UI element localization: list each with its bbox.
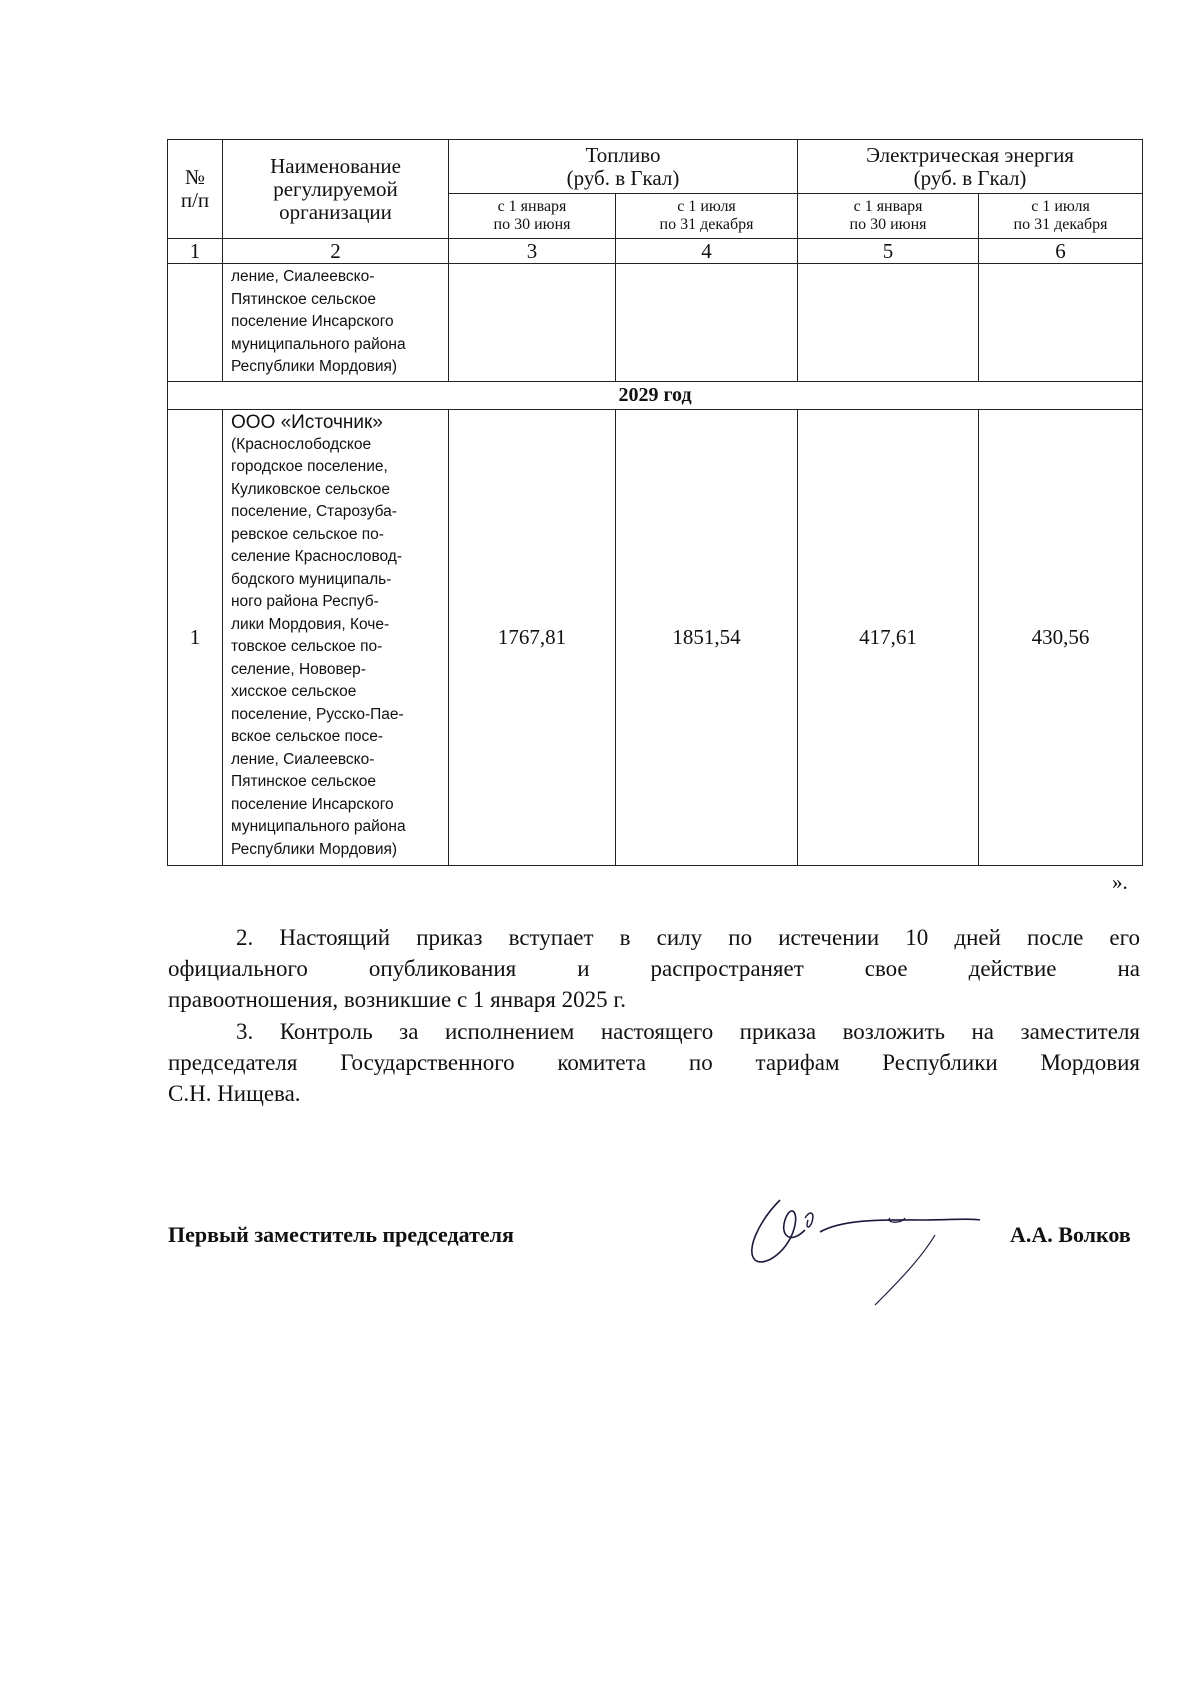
column-number: 3 bbox=[449, 239, 616, 264]
column-number: 2 bbox=[223, 239, 449, 264]
header-org-line2: регулируемой bbox=[273, 176, 398, 201]
period-end: по 31 декабря bbox=[1013, 216, 1108, 233]
period-end: по 30 июня bbox=[849, 216, 927, 233]
org-line: поселение, Старозуба- bbox=[231, 503, 397, 520]
org-line: Республики Мордовия) bbox=[231, 358, 398, 375]
header-row-1 bbox=[168, 140, 1143, 194]
org-line: ление, Сиалеевско- bbox=[231, 268, 375, 285]
fuel-h2-value: 1851,54 bbox=[616, 409, 798, 865]
header-fuel-unit: (руб. в Гкал) bbox=[566, 165, 680, 190]
elec-h1-value: 417,61 bbox=[798, 409, 979, 865]
org-line: муниципального района bbox=[231, 818, 406, 835]
header-org-line1: Наименование bbox=[270, 153, 401, 178]
tariff-table bbox=[167, 139, 1143, 866]
header-num-line2: п/п bbox=[180, 188, 210, 212]
column-number-row bbox=[168, 239, 1143, 264]
period-end: по 30 июня bbox=[493, 216, 571, 233]
org-line: Пятинское сельское bbox=[231, 290, 377, 308]
paragraph-3 bbox=[168, 1016, 1140, 1109]
org-cell bbox=[223, 409, 449, 865]
period-start: с 1 июля bbox=[677, 198, 736, 215]
paragraph-line: правоотношения, возникшие с 1 января 2025 г. bbox=[168, 987, 626, 1012]
continued-row bbox=[168, 264, 1143, 382]
org-line: (Краснослободское bbox=[231, 435, 372, 453]
table-row bbox=[168, 409, 1143, 865]
header-fuel-period-1 bbox=[449, 194, 616, 239]
org-line: ревское сельское по- bbox=[231, 525, 384, 543]
column-number: 4 bbox=[616, 239, 798, 264]
elec-h2-value: 430,56 bbox=[979, 409, 1143, 865]
paragraph-line: 3. Контроль за исполнением настоящего приказа возложить на заместителя bbox=[236, 1019, 1140, 1044]
signer-name: А.А. Волков bbox=[1010, 1222, 1131, 1247]
period-start: с 1 января bbox=[497, 198, 567, 215]
paragraph-2 bbox=[168, 922, 1140, 1015]
org-line: Пятинское сельское bbox=[231, 773, 377, 790]
header-elec-title: Электрическая энергия bbox=[866, 142, 1074, 167]
org-line: ного района Респуб- bbox=[231, 593, 379, 610]
org-line: муниципального района bbox=[231, 335, 406, 353]
header-fuel-title: Топливо bbox=[585, 142, 661, 167]
org-line: селение, Нововер- bbox=[231, 660, 366, 678]
org-line: бодского муниципаль- bbox=[231, 570, 392, 588]
column-number: 1 bbox=[168, 239, 223, 264]
header-elec-period-2 bbox=[979, 194, 1143, 239]
signer-title: Первый заместитель председателя bbox=[168, 1222, 514, 1247]
org-line: поселение, Русско-Пае- bbox=[231, 705, 404, 723]
org-name: ООО «Источник» bbox=[231, 411, 383, 433]
header-fuel-period-2 bbox=[616, 194, 798, 239]
period-start: с 1 июля bbox=[1031, 198, 1090, 215]
empty-cell bbox=[798, 264, 979, 382]
paragraph-line: 2. Настоящий приказ вступает в силу по истечении 10 дней после его bbox=[236, 925, 1140, 950]
empty-cell bbox=[979, 264, 1143, 382]
header-fuel bbox=[449, 140, 798, 194]
fuel-h1-value: 1767,81 bbox=[449, 409, 616, 865]
org-line: Республики Мордовия) bbox=[231, 840, 398, 858]
paragraph-line: С.Н. Нищева. bbox=[168, 1081, 301, 1106]
closing-quote: ». bbox=[1112, 870, 1128, 894]
period-end: по 31 декабря bbox=[659, 216, 754, 233]
year-row bbox=[168, 381, 1143, 409]
continued-org-cell bbox=[223, 264, 449, 382]
header-elec-period-1 bbox=[798, 194, 979, 239]
org-line: Куликовское сельское bbox=[231, 480, 390, 498]
header-num bbox=[168, 140, 223, 239]
period-start: с 1 января bbox=[853, 198, 923, 215]
year-label: 2029 год bbox=[168, 381, 1143, 409]
org-line: лики Мордовия, Коче- bbox=[231, 615, 390, 633]
header-electricity bbox=[798, 140, 1143, 194]
header-elec-unit: (руб. в Гкал) bbox=[913, 165, 1027, 190]
org-line: поселение Инсарского bbox=[231, 795, 394, 813]
org-line: вское сельское посе- bbox=[231, 728, 384, 745]
org-line: поселение Инсарского bbox=[231, 313, 394, 330]
column-number: 5 bbox=[798, 239, 979, 264]
column-number: 6 bbox=[979, 239, 1143, 264]
org-line: хисское сельское bbox=[231, 683, 357, 700]
continued-num-cell bbox=[168, 264, 223, 382]
paragraph-line: официального опубликования и распространяет свое действие на bbox=[168, 956, 1140, 981]
row-number: 1 bbox=[168, 409, 223, 865]
org-line: селение Краснословод- bbox=[231, 548, 402, 565]
empty-cell bbox=[616, 264, 798, 382]
header-num-line1: № bbox=[184, 165, 206, 189]
handwritten-signature bbox=[750, 1190, 1020, 1310]
org-line: товское сельское по- bbox=[231, 638, 383, 655]
org-line: ление, Сиалеевско- bbox=[231, 750, 375, 768]
empty-cell bbox=[449, 264, 616, 382]
header-org bbox=[223, 140, 449, 239]
paragraph-line: председателя Государственного комитета по тарифам Республики Мордовия bbox=[168, 1050, 1140, 1075]
header-org-line3: организации bbox=[279, 199, 392, 224]
org-line: городское поселение, bbox=[231, 458, 388, 475]
